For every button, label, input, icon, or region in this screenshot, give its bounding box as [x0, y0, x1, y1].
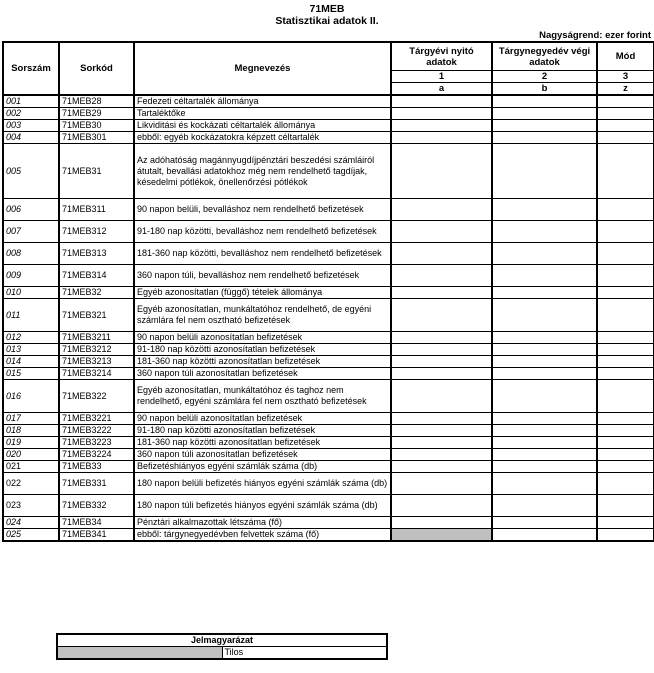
header-sorkod: Sorkód [59, 42, 134, 95]
table-row [3, 425, 654, 437]
value-cell-mode[interactable] [597, 221, 654, 243]
row-description: Pénztári alkalmazottak létszáma (fő) [134, 517, 391, 529]
table-row [3, 95, 654, 108]
header-let1: a [391, 83, 492, 96]
table-row [3, 413, 654, 425]
value-cell-quarter-end[interactable] [492, 287, 597, 299]
statistics-table [2, 41, 654, 542]
table-row [3, 287, 654, 299]
value-cell-opening[interactable] [391, 495, 492, 517]
value-cell-mode[interactable] [597, 449, 654, 461]
value-cell-opening[interactable] [391, 380, 492, 413]
value-cell-opening[interactable] [391, 413, 492, 425]
value-cell-opening[interactable] [391, 132, 492, 144]
value-cell-disabled [391, 529, 492, 542]
value-cell-quarter-end[interactable] [492, 437, 597, 449]
value-cell-opening[interactable] [391, 425, 492, 437]
row-number: 017 [3, 413, 59, 425]
row-number: 001 [3, 95, 59, 108]
row-description: 181-360 nap közötti, bevalláshoz nem rendelhető befizetések [134, 243, 391, 265]
table-row [3, 199, 654, 221]
header-megnevezes: Megnevezés [134, 42, 391, 95]
row-description: 90 napon belüli azonosítatlan befizetések [134, 413, 391, 425]
legend-title: Jelmagyarázat [57, 634, 387, 647]
value-cell-mode[interactable] [597, 332, 654, 344]
legend-table [56, 633, 388, 660]
value-cell-mode[interactable] [597, 243, 654, 265]
row-description: 91-180 nap közötti azonosítatlan befizetések [134, 344, 391, 356]
row-number: 002 [3, 108, 59, 120]
legend-item-label: Tilos [222, 647, 387, 660]
row-number: 015 [3, 368, 59, 380]
row-code: 71MEB332 [59, 495, 134, 517]
row-number: 023 [3, 495, 59, 517]
table-body [3, 95, 654, 541]
value-cell-quarter-end[interactable] [492, 380, 597, 413]
row-code: 71MEB301 [59, 132, 134, 144]
unit-note: Nagyságrend: ezer forint [539, 30, 651, 41]
row-description: ebből: tárgynegyedévben felvettek száma (fő) [134, 529, 391, 542]
value-cell-mode[interactable] [597, 132, 654, 144]
row-code: 71MEB321 [59, 299, 134, 332]
row-code: 71MEB314 [59, 265, 134, 287]
value-cell-quarter-end[interactable] [492, 425, 597, 437]
value-cell-quarter-end[interactable] [492, 332, 597, 344]
value-cell-quarter-end[interactable] [492, 517, 597, 529]
header-num2: 2 [492, 71, 597, 83]
row-number: 019 [3, 437, 59, 449]
form-code-title: 71MEB [309, 3, 345, 15]
value-cell-opening[interactable] [391, 449, 492, 461]
value-cell-opening[interactable] [391, 199, 492, 221]
value-cell-mode[interactable] [597, 108, 654, 120]
table-row [3, 449, 654, 461]
header-col1: Tárgyévi nyitó adatok [391, 42, 492, 71]
value-cell-mode[interactable] [597, 265, 654, 287]
row-code: 71MEB311 [59, 199, 134, 221]
value-cell-quarter-end[interactable] [492, 473, 597, 495]
value-cell-quarter-end[interactable] [492, 120, 597, 132]
value-cell-quarter-end[interactable] [492, 495, 597, 517]
form-subtitle: Statisztikai adatok II. [275, 15, 379, 27]
header-num3: 3 [597, 71, 654, 83]
row-description: 181-360 nap közötti azonosítatlan befizetések [134, 356, 391, 368]
value-cell-quarter-end[interactable] [492, 529, 597, 542]
row-number: 016 [3, 380, 59, 413]
table-row [3, 144, 654, 199]
value-cell-mode[interactable] [597, 517, 654, 529]
table-row [3, 368, 654, 380]
row-description: Egyéb azonosítatlan, munkáltatóhoz és taghoz nem rendelhető, egyéni számlára fel nem osztható befizetések [134, 380, 391, 413]
row-code: 71MEB3222 [59, 425, 134, 437]
value-cell-mode[interactable] [597, 495, 654, 517]
row-code: 71MEB331 [59, 473, 134, 495]
row-code: 71MEB3212 [59, 344, 134, 356]
value-cell-quarter-end[interactable] [492, 108, 597, 120]
value-cell-mode[interactable] [597, 299, 654, 332]
value-cell-opening[interactable] [391, 144, 492, 199]
value-cell-opening[interactable] [391, 243, 492, 265]
value-cell-mode[interactable] [597, 368, 654, 380]
value-cell-quarter-end[interactable] [492, 265, 597, 287]
table-row [3, 461, 654, 473]
header-col2: Tárgynegyedév végi adatok [492, 42, 597, 71]
row-number: 024 [3, 517, 59, 529]
row-number: 010 [3, 287, 59, 299]
table-row [3, 332, 654, 344]
value-cell-mode[interactable] [597, 425, 654, 437]
row-code: 71MEB3224 [59, 449, 134, 461]
value-cell-quarter-end[interactable] [492, 461, 597, 473]
table-row [3, 517, 654, 529]
row-description: 91-180 nap közötti azonosítatlan befizetések [134, 425, 391, 437]
row-number: 011 [3, 299, 59, 332]
value-cell-quarter-end[interactable] [492, 243, 597, 265]
row-code: 71MEB3214 [59, 368, 134, 380]
value-cell-mode[interactable] [597, 95, 654, 108]
header-let3: z [597, 83, 654, 96]
row-number: 014 [3, 356, 59, 368]
value-cell-opening[interactable] [391, 120, 492, 132]
row-description: Befizetéshiányos egyéni számlák száma (db) [134, 461, 391, 473]
row-number: 007 [3, 221, 59, 243]
table-row [3, 299, 654, 332]
table-row [3, 265, 654, 287]
value-cell-opening[interactable] [391, 221, 492, 243]
value-cell-mode[interactable] [597, 199, 654, 221]
table-row [3, 108, 654, 120]
row-number: 005 [3, 144, 59, 199]
row-description: 360 napon túli, bevalláshoz nem rendelhető befizetések [134, 265, 391, 287]
row-description: Tartaléktőke [134, 108, 391, 120]
value-cell-quarter-end[interactable] [492, 344, 597, 356]
value-cell-opening[interactable] [391, 287, 492, 299]
row-description: Egyéb azonosítatlan (függő) tételek állománya [134, 287, 391, 299]
header-num1: 1 [391, 71, 492, 83]
row-code: 71MEB28 [59, 95, 134, 108]
table-row [3, 243, 654, 265]
value-cell-opening[interactable] [391, 265, 492, 287]
row-code: 71MEB3213 [59, 356, 134, 368]
row-description: 91-180 nap közötti, bevalláshoz nem rendelhető befizetések [134, 221, 391, 243]
row-description: Egyéb azonosítatlan, munkáltatóhoz rendelhető, de egyéni számlára fel nem osztható befizetések [134, 299, 391, 332]
header-col3: Mód [597, 42, 654, 71]
table-row [3, 344, 654, 356]
row-number: 008 [3, 243, 59, 265]
row-description: 180 napon belüli befizetés hiányos egyéni számlák száma (db) [134, 473, 391, 495]
value-cell-opening[interactable] [391, 517, 492, 529]
value-cell-opening[interactable] [391, 108, 492, 120]
value-cell-opening[interactable] [391, 437, 492, 449]
value-cell-mode[interactable] [597, 144, 654, 199]
value-cell-quarter-end[interactable] [492, 413, 597, 425]
value-cell-mode[interactable] [597, 344, 654, 356]
value-cell-quarter-end[interactable] [492, 449, 597, 461]
row-description: Likviditási és kockázati céltartalék állománya [134, 120, 391, 132]
table-row [3, 473, 654, 495]
row-code: 71MEB312 [59, 221, 134, 243]
row-description: 181-360 nap közötti azonosítatlan befizetések [134, 437, 391, 449]
row-code: 71MEB30 [59, 120, 134, 132]
value-cell-quarter-end[interactable] [492, 221, 597, 243]
value-cell-quarter-end[interactable] [492, 356, 597, 368]
row-number: 009 [3, 265, 59, 287]
value-cell-opening[interactable] [391, 356, 492, 368]
row-number: 022 [3, 473, 59, 495]
row-code: 71MEB31 [59, 144, 134, 199]
header-let2: b [492, 83, 597, 96]
row-description: ebből: egyéb kockázatokra képzett céltartalék [134, 132, 391, 144]
value-cell-opening[interactable] [391, 299, 492, 332]
row-code: 71MEB3221 [59, 413, 134, 425]
row-number: 020 [3, 449, 59, 461]
table-row [3, 529, 654, 542]
header-sorszam: Sorszám [3, 42, 59, 95]
value-cell-opening[interactable] [391, 473, 492, 495]
row-number: 021 [3, 461, 59, 473]
table-row [3, 132, 654, 144]
row-code: 71MEB32 [59, 287, 134, 299]
value-cell-quarter-end[interactable] [492, 368, 597, 380]
value-cell-mode[interactable] [597, 287, 654, 299]
value-cell-opening[interactable] [391, 461, 492, 473]
row-code: 71MEB3211 [59, 332, 134, 344]
value-cell-mode[interactable] [597, 473, 654, 495]
value-cell-quarter-end[interactable] [492, 95, 597, 108]
row-description: Fedezeti céltartalék állománya [134, 95, 391, 108]
value-cell-mode[interactable] [597, 529, 654, 542]
row-number: 018 [3, 425, 59, 437]
row-description: Az adóhatóság magánnyugdíjpénztári beszedési számláiról átutalt, bevallási adatokhoz még nem rendelhető tagdíjak, késedelmi pótlékok, önellenőrzési pótlékok [134, 144, 391, 199]
value-cell-opening[interactable] [391, 344, 492, 356]
table-row [3, 221, 654, 243]
row-description: 360 napon túli azonosítatlan befizetések [134, 368, 391, 380]
row-code: 71MEB3223 [59, 437, 134, 449]
row-code: 71MEB341 [59, 529, 134, 542]
row-description: 90 napon belüli azonosítatlan befizetések [134, 332, 391, 344]
value-cell-mode[interactable] [597, 356, 654, 368]
value-cell-mode[interactable] [597, 380, 654, 413]
value-cell-mode[interactable] [597, 461, 654, 473]
table-row [3, 356, 654, 368]
row-code: 71MEB29 [59, 108, 134, 120]
row-number: 003 [3, 120, 59, 132]
value-cell-mode[interactable] [597, 437, 654, 449]
value-cell-mode[interactable] [597, 120, 654, 132]
value-cell-quarter-end[interactable] [492, 199, 597, 221]
table-row [3, 120, 654, 132]
row-number: 006 [3, 199, 59, 221]
table-row [3, 495, 654, 517]
row-code: 71MEB313 [59, 243, 134, 265]
row-description: 90 napon belüli, bevalláshoz nem rendelhető befizetések [134, 199, 391, 221]
row-description: 360 napon túli azonosítatlan befizetések [134, 449, 391, 461]
row-number: 012 [3, 332, 59, 344]
value-cell-opening[interactable] [391, 332, 492, 344]
table-row [3, 437, 654, 449]
value-cell-opening[interactable] [391, 368, 492, 380]
row-code: 71MEB34 [59, 517, 134, 529]
value-cell-quarter-end[interactable] [492, 299, 597, 332]
table-row [3, 380, 654, 413]
row-number: 013 [3, 344, 59, 356]
value-cell-quarter-end[interactable] [492, 144, 597, 199]
row-description: 180 napon túli befizetés hiányos egyéni számlák száma (db) [134, 495, 391, 517]
value-cell-quarter-end[interactable] [492, 132, 597, 144]
row-code: 71MEB322 [59, 380, 134, 413]
value-cell-opening[interactable] [391, 95, 492, 108]
value-cell-mode[interactable] [597, 413, 654, 425]
legend-gray-swatch [57, 647, 222, 660]
row-number: 025 [3, 529, 59, 542]
row-number: 004 [3, 132, 59, 144]
row-code: 71MEB33 [59, 461, 134, 473]
